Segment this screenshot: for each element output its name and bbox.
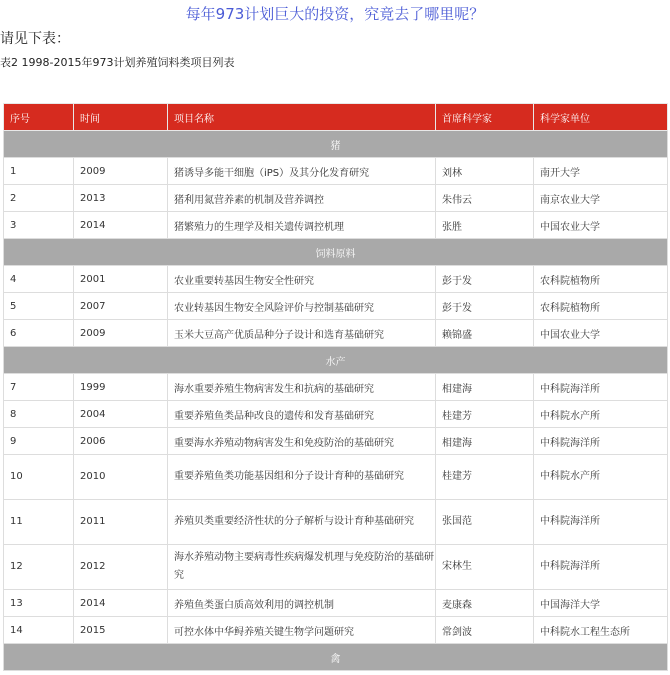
cell-chief-scientist: 常剑波 xyxy=(436,617,534,644)
cell-institution: 中科院水工程生态所 xyxy=(534,617,668,644)
cell-institution: 南京农业大学 xyxy=(534,185,668,212)
cell-year: 1999 xyxy=(74,374,168,401)
section-row xyxy=(4,644,668,671)
cell-institution: 中科院海洋所 xyxy=(534,428,668,455)
cell-chief-scientist: 麦康森 xyxy=(436,590,534,617)
cell-year: 2009 xyxy=(74,158,168,185)
header-project-name: 项目名称 xyxy=(168,104,436,131)
table-row xyxy=(4,590,668,617)
cell-year: 2006 xyxy=(74,428,168,455)
cell-index: 5 xyxy=(4,293,74,320)
header-institution: 科学家单位 xyxy=(534,104,668,131)
table-header-row xyxy=(4,104,668,131)
cell-institution: 中国海洋大学 xyxy=(534,590,668,617)
cell-index: 13 xyxy=(4,590,74,617)
cell-index: 4 xyxy=(4,266,74,293)
cell-index: 7 xyxy=(4,374,74,401)
table-row xyxy=(4,293,668,320)
cell-project-name: 猪繁殖力的生理学及相关遗传调控机理 xyxy=(168,212,436,239)
cell-project-name: 猪诱导多能干细胞（iPS）及其分化发育研究 xyxy=(168,158,436,185)
cell-year: 2011 xyxy=(74,500,168,545)
cell-institution: 中科院水产所 xyxy=(534,455,668,500)
cell-chief-scientist: 相建海 xyxy=(436,374,534,401)
table-row xyxy=(4,158,668,185)
cell-chief-scientist: 张胜 xyxy=(436,212,534,239)
cell-project-name: 海水重要养殖生物病害发生和抗病的基础研究 xyxy=(168,374,436,401)
cell-institution: 中国农业大学 xyxy=(534,320,668,347)
section-row xyxy=(4,131,668,158)
table-row xyxy=(4,212,668,239)
cell-index: 10 xyxy=(4,455,74,500)
header-index: 序号 xyxy=(4,104,74,131)
cell-chief-scientist: 朱伟云 xyxy=(436,185,534,212)
cell-institution: 中科院海洋所 xyxy=(534,500,668,545)
cell-year: 2007 xyxy=(74,293,168,320)
cell-project-name: 猪利用氮营养素的机制及营养调控 xyxy=(168,185,436,212)
cell-institution: 农科院植物所 xyxy=(534,266,668,293)
cell-chief-scientist: 彭于发 xyxy=(436,266,534,293)
cell-year: 2010 xyxy=(74,455,168,500)
cell-project-name: 重要海水养殖动物病害发生和免疫防治的基础研究 xyxy=(168,428,436,455)
cell-project-name: 农业转基因生物安全风险评价与控制基础研究 xyxy=(168,293,436,320)
table-row xyxy=(4,374,668,401)
table-row xyxy=(4,428,668,455)
cell-year: 2014 xyxy=(74,212,168,239)
table-row xyxy=(4,545,668,590)
cell-institution: 中科院海洋所 xyxy=(534,374,668,401)
header-year: 时间 xyxy=(74,104,168,131)
cell-institution: 农科院植物所 xyxy=(534,293,668,320)
section-title: 水产 xyxy=(4,347,668,374)
cell-chief-scientist: 彭于发 xyxy=(436,293,534,320)
cell-institution: 中科院海洋所 xyxy=(534,545,668,590)
cell-project-name: 养殖贝类重要经济性状的分子解析与设计育种基础研究 xyxy=(168,500,436,545)
cell-project-name: 重要养殖鱼类功能基因组和分子设计育种的基础研究 xyxy=(168,455,436,500)
cell-index: 3 xyxy=(4,212,74,239)
cell-institution: 中科院水产所 xyxy=(534,401,668,428)
cell-index: 6 xyxy=(4,320,74,347)
cell-year: 2013 xyxy=(74,185,168,212)
cell-project-name: 海水养殖动物主要病毒性疾病爆发机理与免疫防治的基础研究 xyxy=(168,545,436,590)
section-title: 饲料原料 xyxy=(4,239,668,266)
cell-chief-scientist: 宋林生 xyxy=(436,545,534,590)
cell-index: 11 xyxy=(4,500,74,545)
cell-chief-scientist: 赖锦盛 xyxy=(436,320,534,347)
header-chief-scientist: 首席科学家 xyxy=(436,104,534,131)
cell-chief-scientist: 张国范 xyxy=(436,500,534,545)
cell-index: 1 xyxy=(4,158,74,185)
cell-project-name: 农业重要转基因生物安全性研究 xyxy=(168,266,436,293)
cell-project-name: 可控水体中华鲟养殖关键生物学问题研究 xyxy=(168,617,436,644)
projects-table xyxy=(3,103,668,671)
article-headline: 每年973计划巨大的投资，究竟去了哪里呢？ xyxy=(185,5,485,23)
intro-text: 请见下表： xyxy=(0,31,70,47)
table-row xyxy=(4,185,668,212)
section-row xyxy=(4,239,668,266)
cell-chief-scientist: 刘林 xyxy=(436,158,534,185)
table-row xyxy=(4,266,668,293)
cell-chief-scientist: 相建海 xyxy=(436,428,534,455)
table-row xyxy=(4,500,668,545)
cell-year: 2009 xyxy=(74,320,168,347)
cell-project-name: 玉米大豆高产优质品种分子设计和选育基础研究 xyxy=(168,320,436,347)
section-row xyxy=(4,347,668,374)
cell-year: 2001 xyxy=(74,266,168,293)
cell-year: 2014 xyxy=(74,590,168,617)
cell-index: 2 xyxy=(4,185,74,212)
cell-index: 14 xyxy=(4,617,74,644)
cell-institution: 南开大学 xyxy=(534,158,668,185)
table-row xyxy=(4,401,668,428)
cell-index: 9 xyxy=(4,428,74,455)
cell-chief-scientist: 桂建芳 xyxy=(436,455,534,500)
cell-index: 8 xyxy=(4,401,74,428)
section-title: 猪 xyxy=(4,131,668,158)
table-caption: 表2 1998-2015年973计划养殖饲料类项目列表 xyxy=(0,56,235,69)
section-title: 禽 xyxy=(4,644,668,671)
cell-project-name: 养殖鱼类蛋白质高效利用的调控机制 xyxy=(168,590,436,617)
cell-chief-scientist: 桂建芳 xyxy=(436,401,534,428)
cell-year: 2012 xyxy=(74,545,168,590)
cell-year: 2015 xyxy=(74,617,168,644)
table-row xyxy=(4,617,668,644)
cell-index: 12 xyxy=(4,545,74,590)
cell-project-name: 重要养殖鱼类品种改良的遗传和发育基础研究 xyxy=(168,401,436,428)
table-row xyxy=(4,320,668,347)
cell-year: 2004 xyxy=(74,401,168,428)
table-row xyxy=(4,455,668,500)
cell-institution: 中国农业大学 xyxy=(534,212,668,239)
